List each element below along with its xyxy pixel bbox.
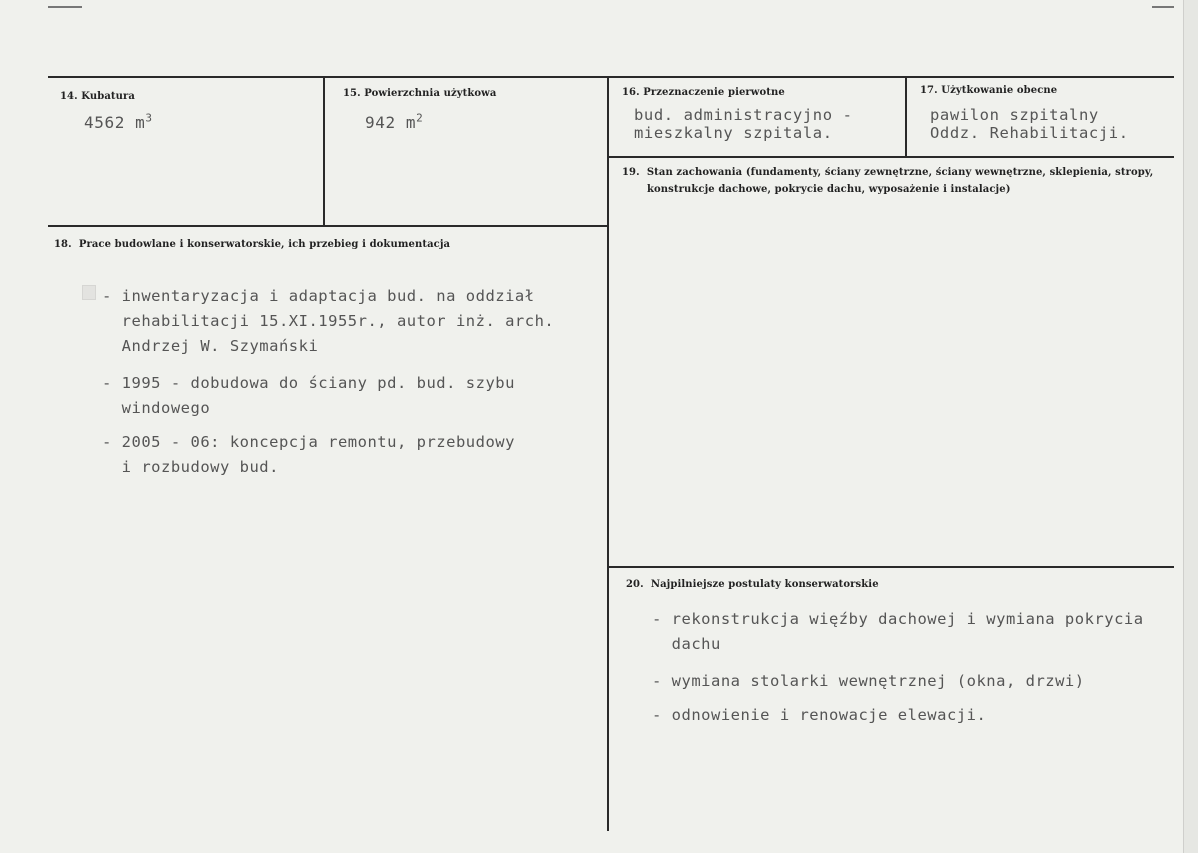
field-19-label-line-1: 19. Stan zachowania (fundamenty, ściany zewnętrzne, ściany wewnętrzne, sklepienia, stropy, — [622, 167, 1154, 178]
field-18-label: 18. Prace budowlane i konserwatorskie, ich przebieg i dokumentacja — [54, 239, 451, 250]
field-20-item-2: - wymiana stolarki wewnętrznej (okna, drzwi) — [652, 672, 1085, 690]
rule-below-14-15 — [48, 225, 608, 227]
divider-main — [607, 76, 609, 831]
top-mark-right — [1152, 6, 1174, 8]
field-14-label: 14. Kubatura — [60, 91, 135, 102]
field-15-value — [365, 111, 423, 135]
divider-16-17 — [905, 76, 907, 156]
field-19-label-line-2: konstrukcje dachowe, pokrycie dachu, wyposażenie i instalacje) — [647, 184, 1011, 195]
field-18-item-2: - 1995 - dobudowa do ściany pd. bud. szybu windowego — [102, 374, 515, 417]
field-18-item-1: - inwentaryzacja i adaptacja bud. na oddział rehabilitacji 15.XI.1955r., autor inż. arch. Andrzej W. Szymański — [102, 287, 555, 355]
field-14-number: 4562 m — [84, 113, 146, 132]
field-14-exponent: 3 — [145, 111, 153, 125]
field-20-item-1: - rekonstrukcja więźby dachowej i wymiana pokrycia dachu — [652, 610, 1144, 653]
field-17-label: 17. Użytkowanie obecne — [920, 85, 1058, 96]
field-16-label: 16. Przeznaczenie pierwotne — [622, 87, 785, 98]
field-14-value — [84, 111, 153, 135]
field-18-item-3: - 2005 - 06: koncepcja remontu, przebudowy i rozbudowy bud. — [102, 433, 515, 476]
top-mark-left — [48, 6, 82, 8]
field-15-number: 942 m — [365, 113, 417, 132]
field-15-exponent: 2 — [416, 111, 424, 125]
field-17-line-2: Oddz. Rehabilitacji. — [930, 124, 1129, 142]
rule-above-20 — [607, 566, 1174, 568]
rule-below-16-17 — [607, 156, 1174, 158]
paper-speck — [82, 285, 96, 300]
field-17-line-1: pawilon szpitalny — [930, 106, 1099, 124]
field-16-line-1: bud. administracyjno - — [634, 106, 853, 124]
field-20-label: 20. Najpilniejsze postulaty konserwatorskie — [626, 579, 879, 590]
divider-14-15 — [323, 76, 325, 226]
page-edge — [1183, 0, 1198, 853]
field-15-label: 15. Powierzchnia użytkowa — [343, 88, 497, 99]
top-rule — [48, 76, 1174, 78]
field-16-line-2: mieszkalny szpitala. — [634, 124, 833, 142]
field-20-item-3: - odnowienie i renowacje elewacji. — [652, 706, 987, 724]
